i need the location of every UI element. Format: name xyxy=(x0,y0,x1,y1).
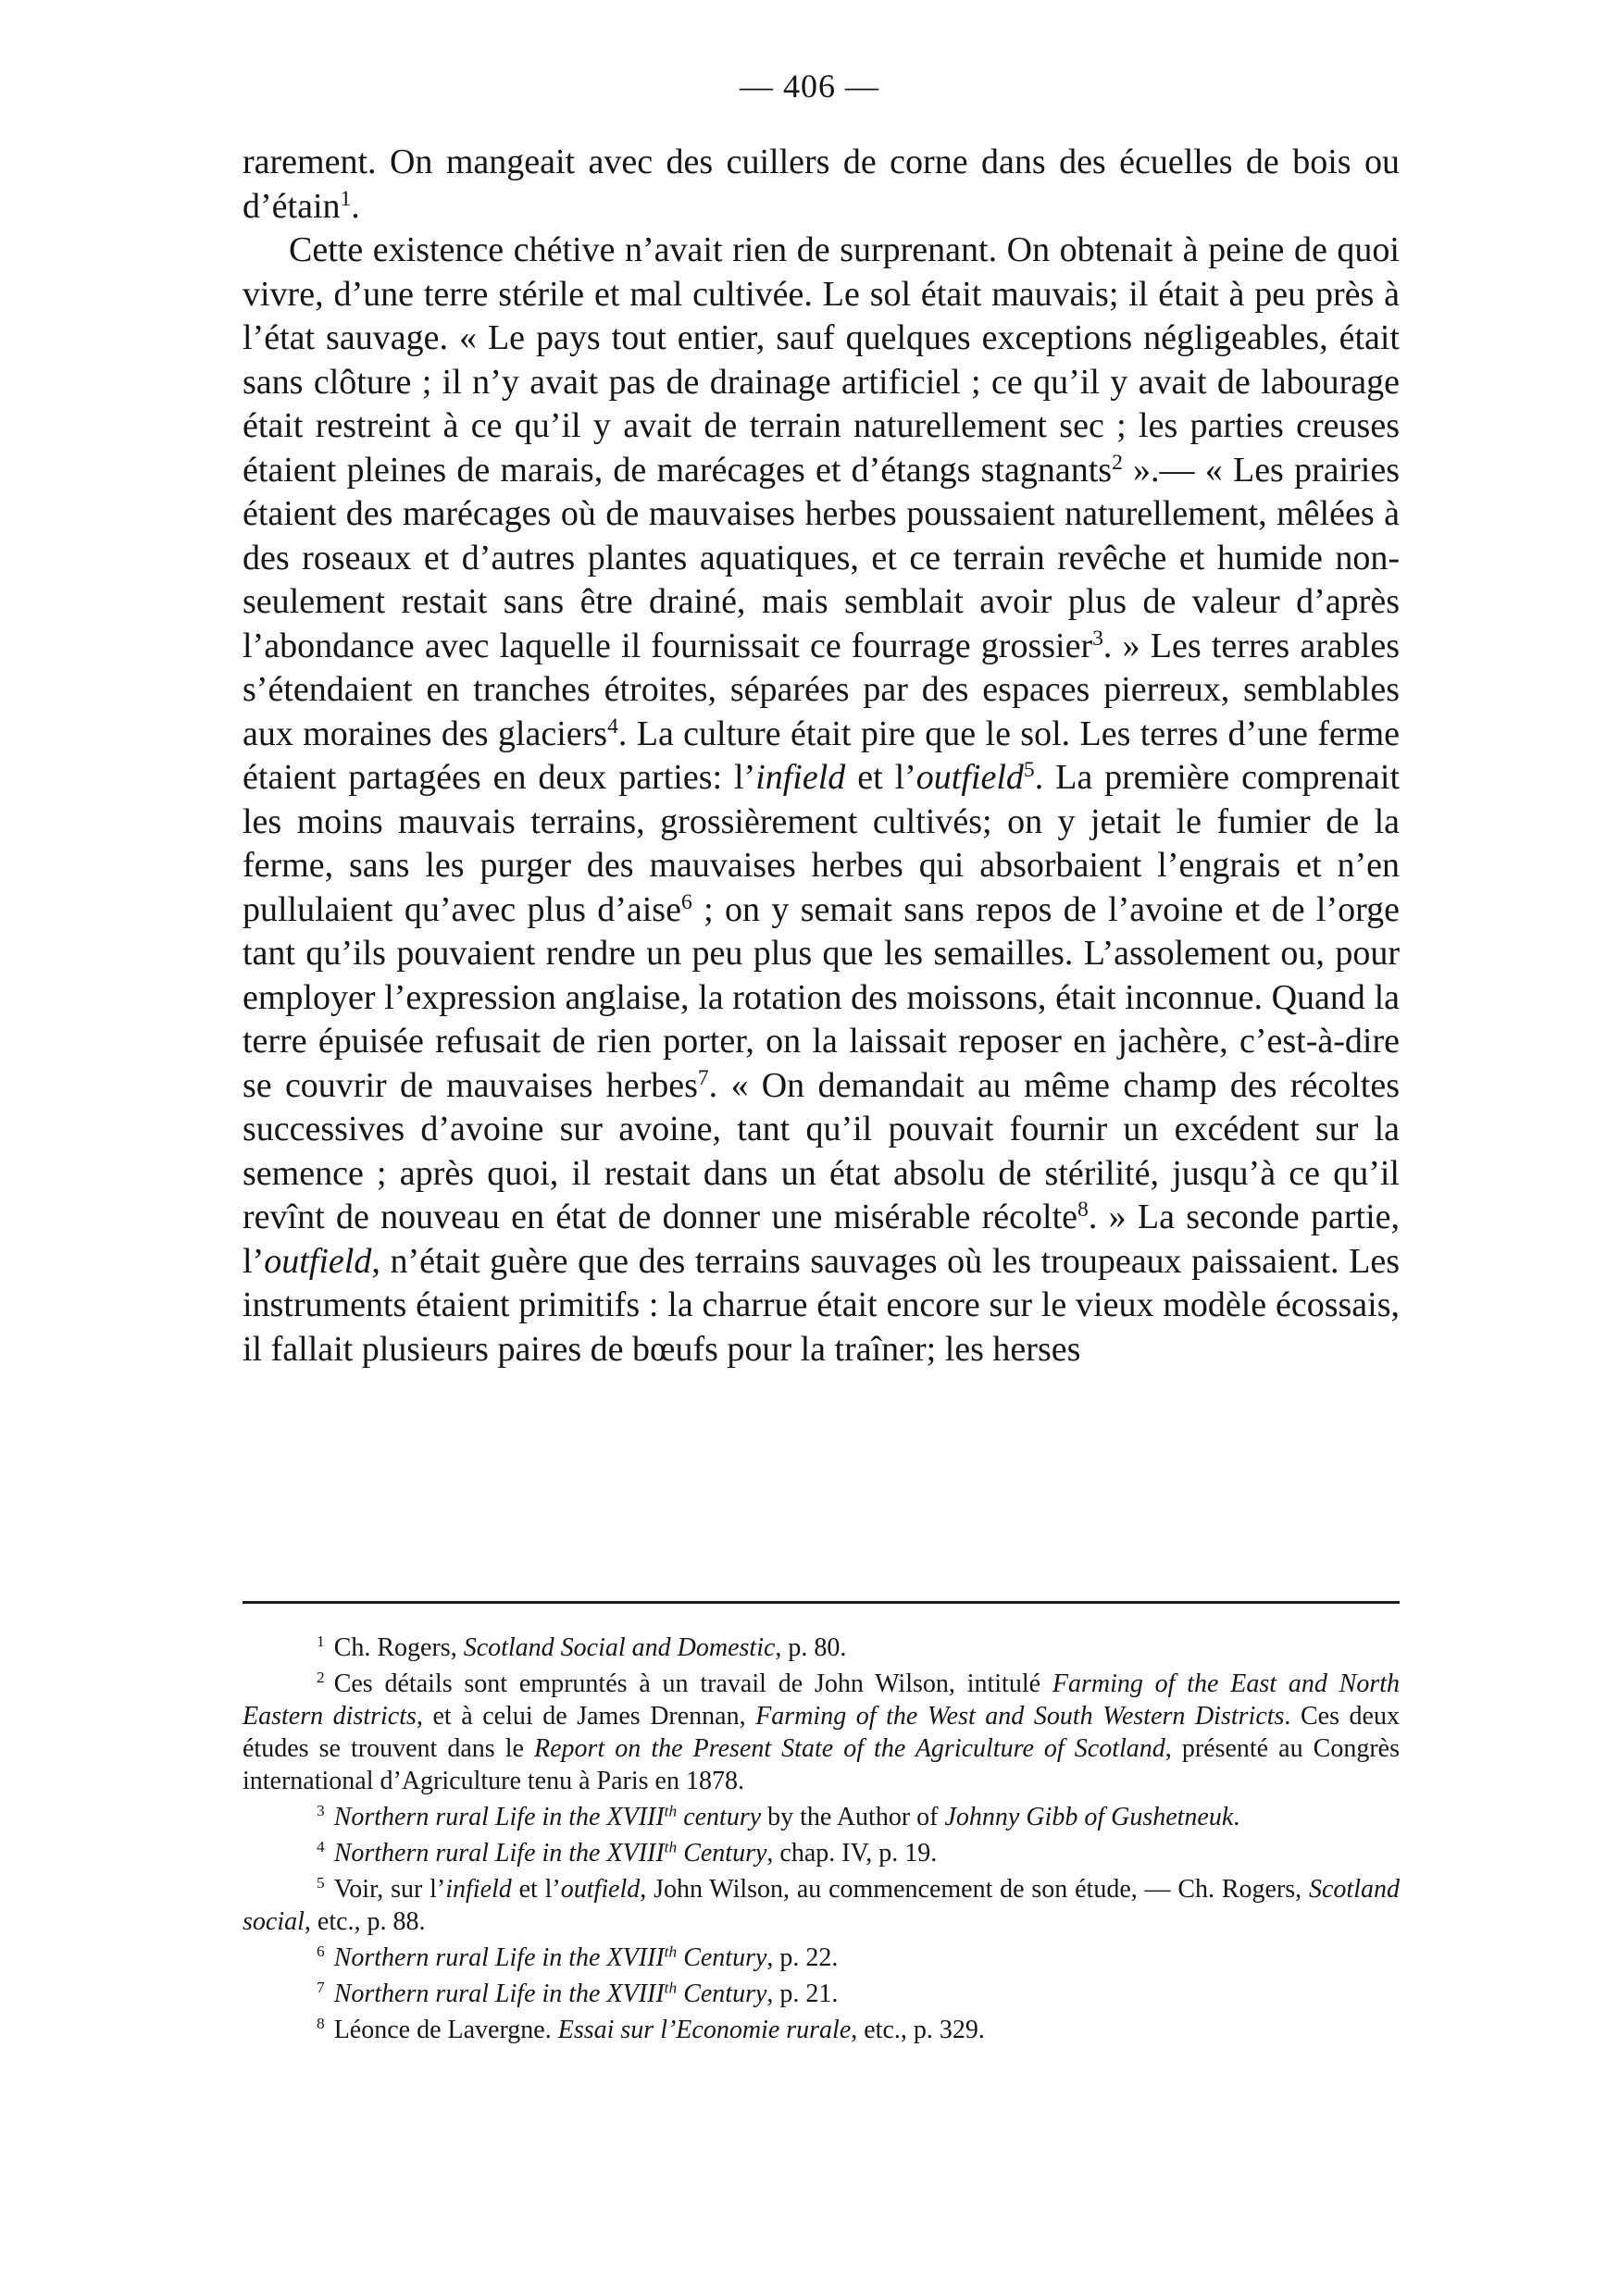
text-run: , p. 22. xyxy=(766,1943,839,1972)
text-run: Ces détails sont empruntés à un travail de John Wilson, intitulé xyxy=(333,1669,1052,1698)
text-run: Northern rural Life in the XVIII xyxy=(333,1839,665,1868)
text-run: et l’ xyxy=(845,758,916,797)
page-number: — 406 — xyxy=(740,68,879,105)
text-run: Century xyxy=(677,1943,767,1972)
footnote: $^6$ Northern rural Life in the XVIIIth Century, p. 22. xyxy=(317,1942,839,1972)
text-run: by the Author of xyxy=(761,1803,945,1831)
work-title: Scotland Social and Domestic xyxy=(463,1633,776,1662)
text-run: ; on y semait sans repos de l’avoine et de l’orge tant qu’ils pouvaient rendre un peu plus que les semailles. L’assolement ou, pour employer l’expression anglaise, la rotation des moissons, était inconnue. Quand la terre épuisée refusait de rien porter, on la laissait reposer en jachère, c’est-à-dire se couvrir de mauvaises herbes xyxy=(243,889,1400,1105)
footnote: $^8$ Léonce de Lavergne. Essai sur l’Economie rurale, etc., p. 329. xyxy=(317,2015,985,2044)
text-run: Century xyxy=(677,1839,767,1868)
text-run: , chap. IV, p. 19. xyxy=(766,1839,938,1868)
superscript: th xyxy=(664,1942,678,1961)
text-run: , John Wilson, au commencement de son étude, — Ch. Rogers, xyxy=(640,1875,1309,1904)
work-title: Farming of the East and North Eastern districts xyxy=(243,1669,1401,1731)
text-run: Northern rural Life in the XVIII xyxy=(333,1803,665,1831)
footnote: $^1$ Ch. Rogers, Scotland Social and Domestic, p. 80. xyxy=(317,1632,847,1662)
work-title: Farming of the West and South Western Districts xyxy=(755,1702,1285,1731)
superscript: th xyxy=(664,1802,678,1820)
text-run: . Ces deux études se trouvent dans le xyxy=(243,1702,1400,1763)
text-run: Cette existence chétive n’avait rien de surprenant. On obtenait à peine de quoi vivre, d’une terre stérile et mal cultivée. Le sol était mauvais; il était à peu près à l’état sauvage. « Le pays tout entier, sauf quelques exceptions négligeables, était sans clôture ; il n’y avait pas de drainage artificiel ; ce qu’il y avait de labourage était restreint à ce qu’il y avait de terrain naturellement sec ; les parties creuses étaient pleines de marais, de marécages et d’étangs stagnants xyxy=(243,230,1400,490)
superscript: th xyxy=(664,1979,678,1997)
text-run: Century xyxy=(677,1980,767,2008)
text-run: , présenté au Congrès international d’Agriculture tenu à Paris en 1878. xyxy=(243,1734,1400,1795)
text-run: , et à celui de James Drennan, xyxy=(416,1702,756,1731)
italic-term: outfield xyxy=(264,1241,372,1281)
text-run: . La première comprenait les moins mauvais terrains, grossièrement cultivés; on y jetait le fumier de la ferme, sans les purger des mauvaises herbes qui absorbaient l’engrais et n’en pullulaient qu’avec plus d’aise xyxy=(243,758,1401,929)
text-run: Northern rural Life in the XVIII xyxy=(333,1943,665,1972)
superscript: th xyxy=(664,1838,678,1856)
text-run: . La culture était pire que le sol. Les terres d’une ferme étaient partagées en deux parties: l’ xyxy=(243,714,1400,797)
footnote-ref: 2 xyxy=(1112,450,1123,475)
text-run: , p. 21. xyxy=(766,1980,839,2008)
text-run: . » La seconde partie, l’ xyxy=(243,1198,1400,1281)
footnotes xyxy=(243,1632,1400,2050)
text-run: . xyxy=(1233,1803,1240,1831)
text-run: Northern rural Life in the XVIII xyxy=(333,1980,665,2008)
work-title xyxy=(334,1980,767,2008)
footnote: $^4$ Northern rural Life in the XVIIIth Century, chap. IV, p. 19. xyxy=(317,1838,938,1868)
footnote-ref: 5 xyxy=(1023,758,1035,783)
work-title xyxy=(334,1803,761,1831)
footnote: $^3$ Northern rural Life in the XVIIIth century by the Author of Johnny Gibb of Gushetneuk. xyxy=(317,1802,1240,1831)
text-run: Léonce de Lavergne. xyxy=(333,2016,558,2044)
work-title: Johnny Gibb of Gushetneuk xyxy=(944,1803,1234,1831)
italic-term: infield xyxy=(445,1875,512,1904)
footnote-ref: 4 xyxy=(607,714,618,738)
text-run: . xyxy=(351,186,360,226)
work-title: Scotland social xyxy=(243,1875,1400,1936)
text-run: . « On demandait au même champ des récoltes successives d’avoine sur avoine, tant qu’il pouvait fournir un excédent sur la semence ; après quoi, il restait dans un état absolu de stérilité, jusqu’à ce qu’il revînt de nouveau en état de donner une misérable récolte xyxy=(243,1065,1400,1236)
text-run: , n’était guère que des terrains sauvages où les troupeaux paissaient. Les instruments étaient primitifs : la charrue était encore sur le vieux modèle écossais, il fallait plusieurs paires de bœufs pour la traîner; les herses xyxy=(243,1241,1400,1369)
work-title xyxy=(334,1839,767,1868)
text-run: Ch. Rogers, xyxy=(333,1633,464,1662)
footnote: $^5$ Voir, sur l’infield et l’outfield, John Wilson, au commencement de son étude, — Ch. Rogers, Scotland social, etc., p. 88. xyxy=(243,1874,1400,1936)
text-run: , p. 80. xyxy=(775,1633,847,1662)
footnote-ref: 7 xyxy=(697,1065,709,1090)
text-run: Voir, sur l’ xyxy=(333,1875,446,1904)
footnote-ref: 6 xyxy=(680,889,692,914)
main-text xyxy=(243,141,1400,1371)
work-title: Report on the Present State of the Agriculture of Scotland xyxy=(534,1734,1165,1763)
footnote: $^7$ Northern rural Life in the XVIIIth Century, p. 21. xyxy=(317,1979,839,2008)
italic-term: outfield xyxy=(560,1875,641,1904)
text-run: , etc., p. 88. xyxy=(304,1907,426,1936)
footnote-ref: 1 xyxy=(340,186,352,211)
footnote: $^2$ Ces détails sont empruntés à un travail de John Wilson, intitulé Farming of the East and North Eastern districts, et à celui de James Drennan, Farming of the West and South Western Districts. Ces deux études se trouvent dans le Report on the Present State of the Agriculture of Scotland, présenté au Congrès international d’Agriculture tenu à Paris en 1878. xyxy=(243,1669,1401,1795)
text-run: et l’ xyxy=(511,1875,561,1904)
work-title: Essai sur l’Economie rurale xyxy=(557,2016,852,2044)
text-run: rarement. On mangeait avec des cuillers de corne dans des écuelles de bois ou d’étain xyxy=(243,143,1400,226)
text-run: ».— « Les prairies étaient des marécages où de mauvaises herbes poussaient naturellement, mêlées à des roseaux et d’autres plantes aquatiques, et ce terrain revêche et humide non-seulement restait sans être drainé, mais semblait avoir plus de valeur d’après l’abondance avec laquelle il fournissait ce fourrage grossier xyxy=(243,450,1401,665)
work-title xyxy=(334,1943,767,1972)
text-run: century xyxy=(677,1803,762,1831)
text-run: . » Les terres arables s’étendaient en tranches étroites, séparées par des espaces pierreux, semblables aux moraines des glaciers xyxy=(243,626,1400,753)
footnote-ref: 8 xyxy=(1077,1198,1089,1222)
footnote-divider xyxy=(243,1601,1400,1604)
footnote-ref: 3 xyxy=(1092,626,1103,651)
italic-term: infield xyxy=(755,758,846,797)
paragraph xyxy=(243,141,1400,229)
text-run: , etc., p. 329. xyxy=(851,2016,985,2044)
paragraph xyxy=(243,229,1400,1371)
italic-term: outfield xyxy=(915,758,1024,797)
